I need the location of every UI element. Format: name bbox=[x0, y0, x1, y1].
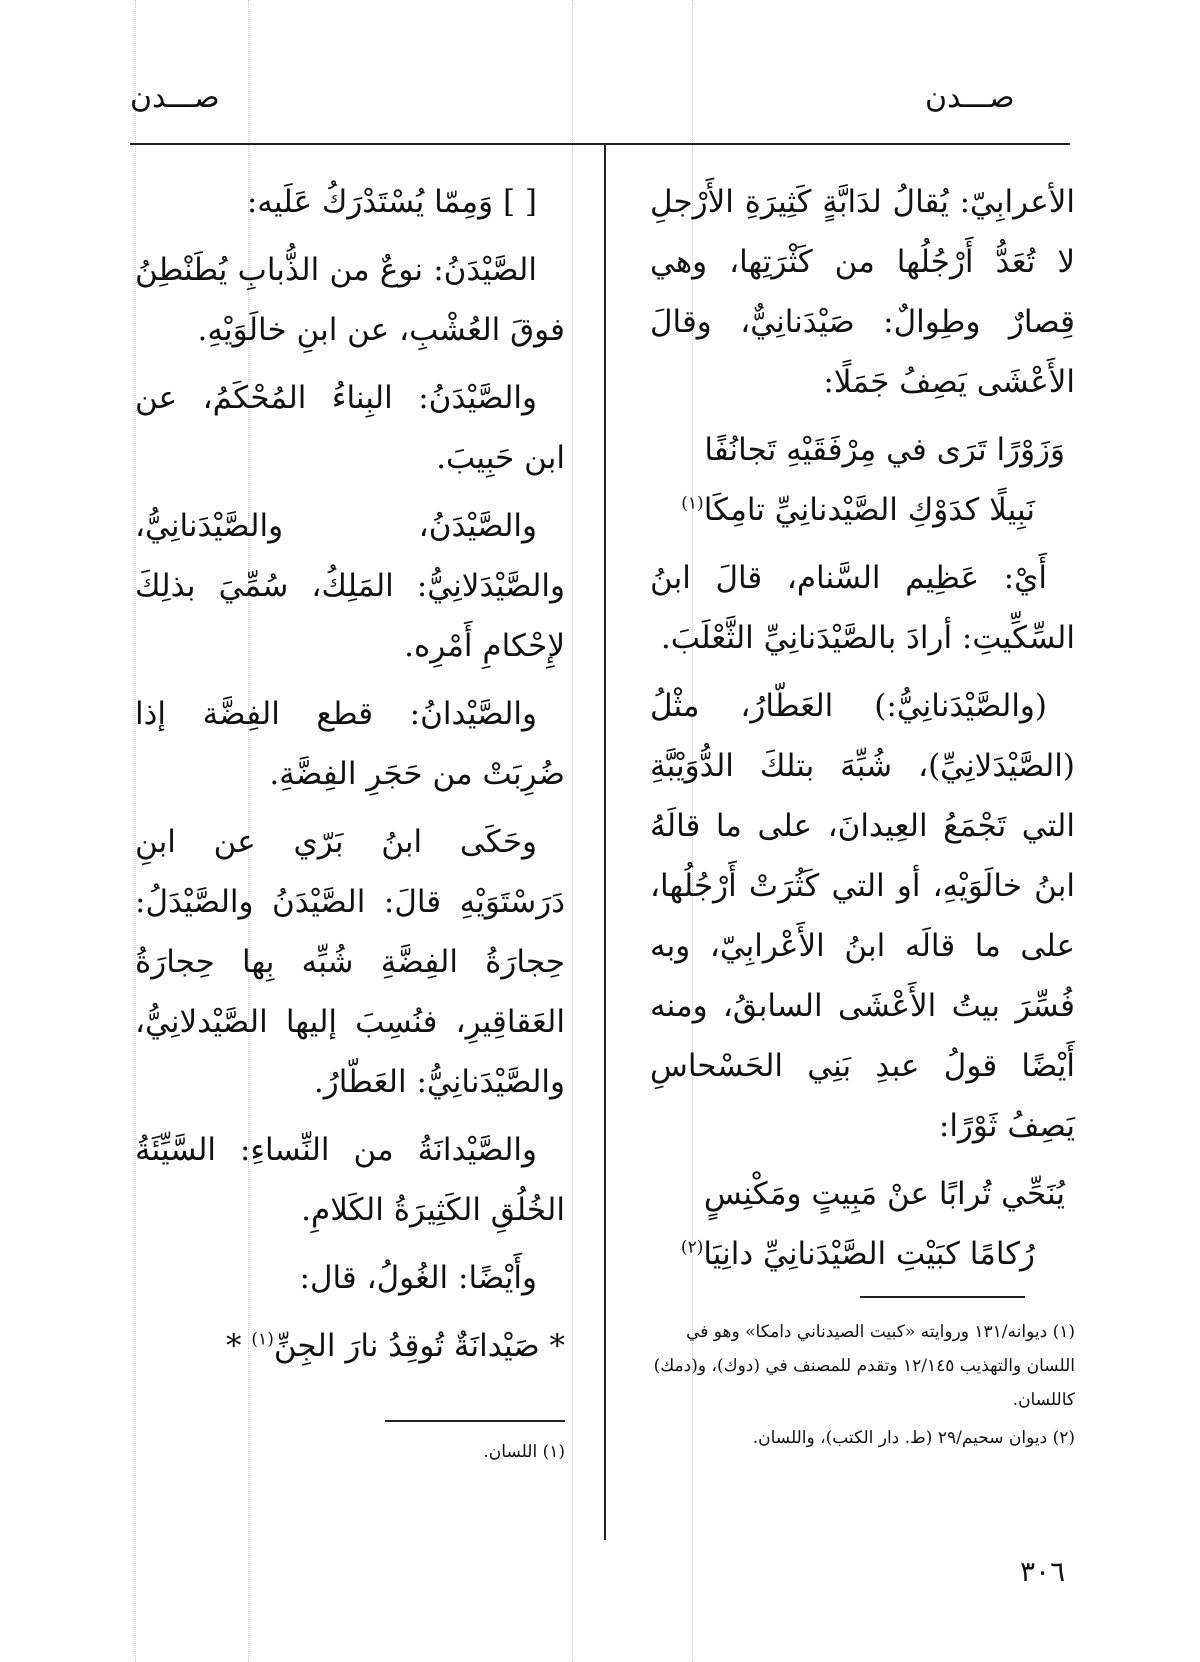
entry-paragraph: الصَّيْدَنُ: نوعٌ من الذُّبابِ يُطَنْطِنُ فوقَ العُشْبِ، عن ابنِ خالَوَيْهِ. bbox=[135, 252, 565, 348]
entry-paragraph: والصَّيْدانُ: قطع الفِضَّة إذا ضُرِبَتْ من حَجَرِ الفِضَّةِ. bbox=[135, 696, 565, 792]
scan-guide-line bbox=[572, 0, 573, 1662]
right-column bbox=[650, 172, 1075, 1292]
verse bbox=[135, 1316, 565, 1376]
entry-paragraph: والصَّيْدانَةُ من النِّساءِ: السَّيِّئَةُ الخُلُقِ الكَثِيرَةُ الكَلامِ. bbox=[135, 1132, 565, 1228]
verse bbox=[650, 1164, 1075, 1284]
left-column bbox=[135, 172, 565, 1384]
footnote-mark: (١) bbox=[251, 1329, 274, 1350]
column-divider bbox=[604, 145, 606, 1540]
entry-paragraph: والصَّيْدَنُ: البِناءُ المُحْكَمُ، عن ابن حَبِيبَ. bbox=[135, 380, 565, 476]
verse-line: يُنَحِّي تُرابًا عنْ مَبِيتٍ ومَكْنِسٍ bbox=[703, 1176, 1065, 1212]
verse-end-mark: * bbox=[226, 1328, 242, 1364]
page-number: ٣٠٦ bbox=[1020, 1555, 1066, 1588]
header-rule bbox=[130, 143, 1070, 145]
entry-paragraph: الأعرابِيّ: يُقالُ لدَابَّةٍ كَثِيرَةِ الأَرْجلِ لا تُعَدُّ أَرْجُلُها من كَثْرَتِها، وهي قِصارٌ وطِوالٌ: صَيْدَنانِيٌّ، وقالَ الأَعْشَى يَصِفُ جَمَلًا: bbox=[650, 184, 1075, 400]
footnote-mark: (١) bbox=[681, 493, 704, 514]
entry-paragraph: والصَّيْدَنُ، والصَّيْدَنانِيُّ، والصَّيْدَلانِيُّ: المَلِكُ، سُمِّيَ بذلِكَ لإِحْكامِ أَمْرِه. bbox=[135, 508, 565, 664]
footnote: (١) ديوانه/١٣١ وروايته «كبيت الصيدناني دامكا» وهو في اللسان والتهذيب ١٢/١٤٥ وتقدم للمصنف في (دوك)، و(دمك) كاللسان. bbox=[653, 1322, 1075, 1410]
verse-line bbox=[650, 480, 1075, 540]
entry-paragraph: (والصَّيْدَنانِيُّ:) العَطّارُ، مثْلُ (الصَّيْدَلانِيِّ)، شُبِّهَ بتلكَ الدُّوَيْبَّةِ التي تَجْمَعُ العِيدانَ، على ما قالَهُ ابنُ خالَوَيْهِ، أو التي كَثُرَتْ أَرْجُلُها، على ما قالَه ابنُ الأَعْرابِيّ، وبه فُسِّرَ بيتُ الأَعْشَى السابقُ، ومنه أَيْضًا قولُ عبدِ بَنِي الحَسْحاسِ يَصِفُ ثَوْرًا: bbox=[650, 688, 1075, 1144]
verse-line-text: رُكامًا كبَيْتِ الصَّيْدَنانِيِّ دانِيَا bbox=[703, 1236, 1035, 1272]
verse-line: وَزَوْرًا تَرَى في مِرْفَقَيْهِ تَجانُفًا bbox=[704, 432, 1065, 468]
footnote-rule bbox=[860, 1296, 1025, 1298]
verse-line-text: نَبِيلًا كدَوْكِ الصَّيْدنانِيِّ تامِكَا bbox=[703, 492, 1035, 528]
entry-paragraph: [ ] وَمِمّا يُسْتَدْرَكُ عَلَيه: bbox=[246, 184, 537, 220]
verse-line-text: * صَيْدانَةٌ تُوقِدُ نارَ الجِنِّ bbox=[273, 1328, 565, 1364]
footnote: (٢) ديوان سحيم/٢٩ (ط. دار الكتب)، واللسان. bbox=[752, 1428, 1075, 1448]
entry-paragraph: وحَكَى ابنُ بَرّي عن ابنِ دَرَسْتَوَيْهِ قالَ: الصَّيْدَنُ والصَّيْدَلُ: حِجارَةُ الفِضَّةِ شُبِّه بِها حِجارَةُ العَقاقِيرِ، فنُسِبَ إليها الصَّيْدلانِيُّ، والصَّيْدَنانِيُّ: العَطّارُ. bbox=[135, 824, 565, 1100]
verse bbox=[650, 420, 1075, 540]
entry-paragraph: أَيْ: عَظِيم السَّنام، قالَ ابنُ السِّكِّيتِ: أرادَ بالصَّيْدَنانِيِّ الثَّعْلَبَ. bbox=[650, 560, 1075, 656]
footnotes-right bbox=[650, 1315, 1075, 1459]
entry-paragraph: وأَيْضًا: الغُولُ، قال: bbox=[299, 1260, 537, 1296]
footnote-rule bbox=[385, 1420, 565, 1422]
footnotes-left bbox=[135, 1435, 565, 1473]
footnote-mark: (٢) bbox=[680, 1237, 704, 1258]
running-head-right: صـــدن bbox=[925, 80, 1015, 115]
footnote: (١) اللسان. bbox=[483, 1442, 565, 1462]
verse-line bbox=[650, 1224, 1075, 1284]
running-head-left: صـــدن bbox=[130, 80, 220, 115]
